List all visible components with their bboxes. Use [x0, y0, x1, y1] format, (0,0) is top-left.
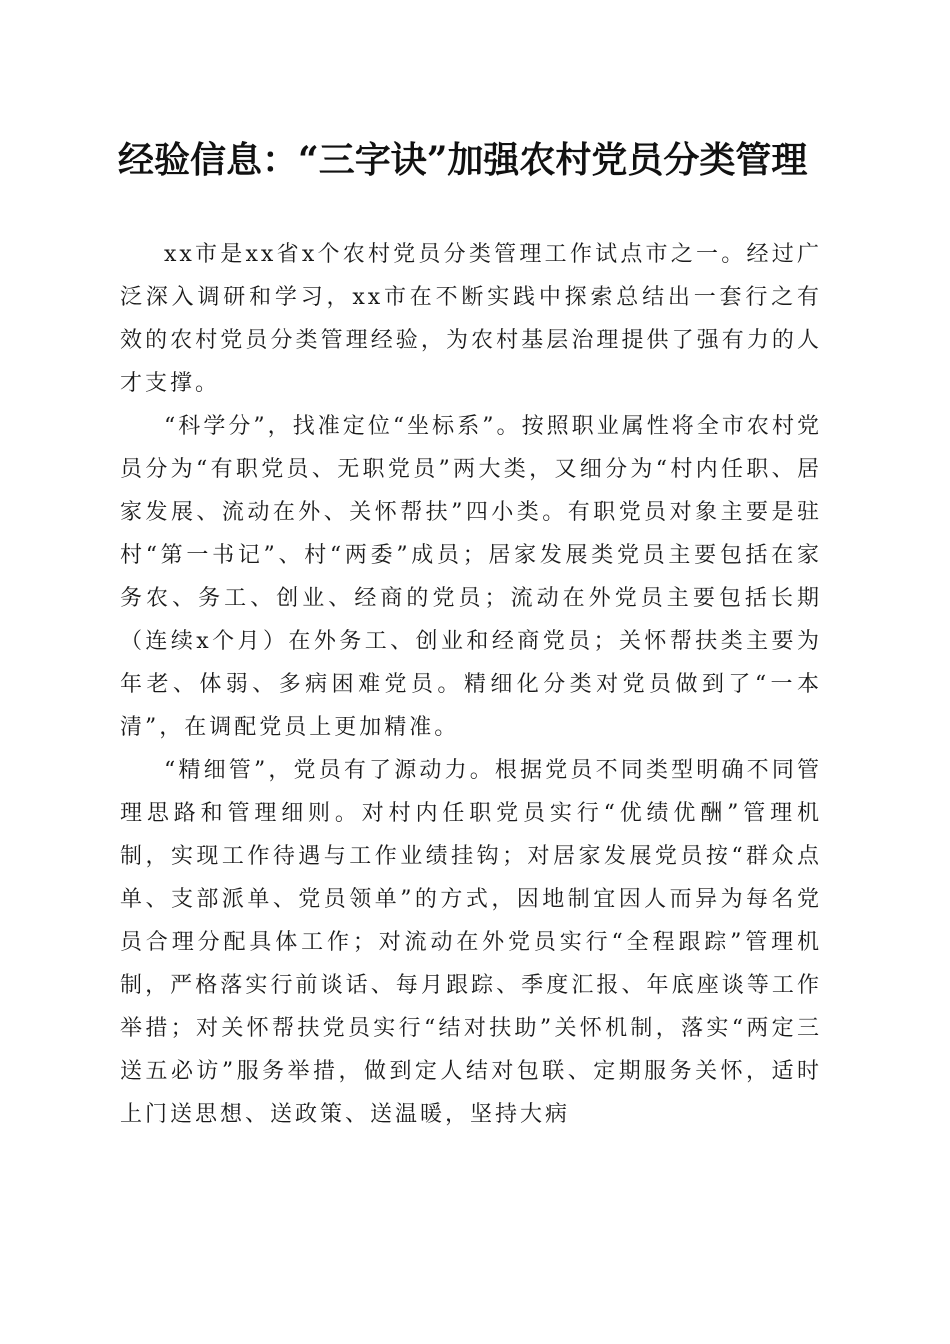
- paragraph-management: “精细管”，党员有了源动力。根据党员不同类型明确不同管理思路和管理细则。对村内任职党员实行“优绩优酬”管理机制，实现工作待遇与工作业绩挂钩；对居家发展党员按“群众点单、支部派单、党员领单”的方式，因地制宜因人而异为每名党员合理分配具体工作；对流动在外党员实行“全程跟踪”管理机制，严格落实行前谈话、每月跟踪、季度汇报、年底座谈等工作举措；对关怀帮扶党员实行“结对扶助”关怀机制，落实“两定三送五必访”服务举措，做到定人结对包联、定期服务关怀，适时上门送思想、送政策、送温暖，坚持大病: [120, 758, 822, 1127]
- document-title: 经验信息：“三字诀”加强农村党员分类管理: [118, 139, 808, 181]
- paragraph-intro: xx市是xx省x个农村党员分类管理工作试点市之一。经过广泛深入调研和学习，xx市在不断实践中探索总结出一套行之有效的农村党员分类管理经验，为农村基层治理提供了强有力的人才支撑。: [120, 242, 822, 396]
- paragraph-classification: “科学分”，找准定位“坐标系”。按照职业属性将全市农村党员分为“有职党员、无职党员”两大类，又细分为“村内任职、居家发展、流动在外、关怀帮扶”四小类。有职党员对象主要是驻村“第一书记”、村“两委”成员；居家发展类党员主要包括在家务农、务工、创业、经商的党员；流动在外党员主要包括长期（连续x个月）在外务工、创业和经商党员；关怀帮扶类主要为年老、体弱、多病困难党员。精细化分类对党员做到了“一本清”，在调配党员上更加精准。: [120, 414, 822, 740]
- document-body: [120, 233, 822, 1136]
